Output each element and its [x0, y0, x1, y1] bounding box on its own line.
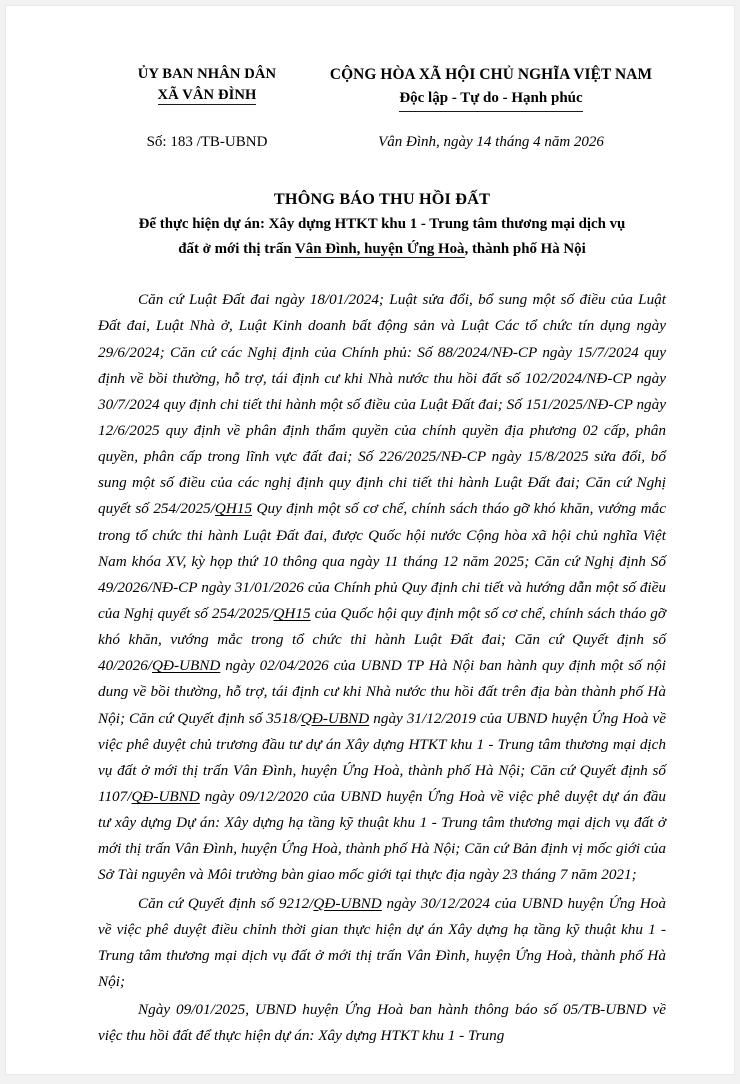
- document-page: [6, 6, 734, 1074]
- issuing-authority-commune: [158, 85, 257, 106]
- document-number: Số: 183 /TB-UBND: [146, 133, 268, 150]
- issuing-authority-name: ỦY BAN NHÂN DÂN: [137, 66, 277, 82]
- document-body: [98, 287, 666, 1049]
- country-name: CỘNG HÒA XÃ HỘI CHỦ NGHĨA VIỆT NAM: [329, 66, 653, 83]
- national-motto: Độc lập - Tự do - Hạnh phúc: [399, 87, 582, 112]
- national-heading-block: [316, 64, 666, 112]
- issuing-authority-commune-text: XÃ VÂN ĐÌNH: [157, 87, 257, 104]
- body-paragraph-legal-basis: Căn cứ Luật Đất đai ngày 18/01/2024; Luật sửa đổi, bổ sung một số điều của Luật Đất đai, Luật Nhà ở, Luật Kinh doanh bất động sản và Luật Các tổ chức tín dụng ngày 29/6/2024; Căn cứ các Nghị định của Chính phủ: Số 88/2024/NĐ-CP ngày 15/7/2024 quy định về bồi thường, hỗ trợ, tái định cư khi Nhà nước thu hồi đất số 102/2024/NĐ-CP ngày 30/7/2024 quy định chi tiết thi hành một số điều của Luật Đất đai; Số 151/2025/NĐ-CP ngày 12/6/2025 quy định về phân định thẩm quyền của chính quyền địa phương 02 cấp, phân quyền, phân cấp trong lĩnh vực đất đai; Số 226/2025/NĐ-CP ngày 15/8/2025 sửa đổi, bổ sung một số điều của các nghị định quy định chi tiết thi hành Luật Đất đai; Căn cứ Nghị quyết số 254/2025/QH15 Quy định một số cơ chế, chính sách tháo gỡ khó khăn, vướng mắc trong tổ chức thi hành Luật Đất đai, được Quốc hội nước Cộng hòa xã hội chủ nghĩa Việt Nam khóa XV, kỳ họp thứ 10 thông qua ngày 11 tháng 12 năm 2025; Căn cứ Nghị định Số 49/2026/NĐ-CP ngày 31/01/2026 của Chính phủ Quy định chi tiết và hướng dẫn một số điều của Nghị quyết số 254/2025/QH15 của Quốc hội quy định một số cơ chế, chính sách tháo gỡ khó khăn, vướng mắc trong tổ chức thi hành Luật Đất đai; Căn cứ Quyết định số 40/2026/QĐ-UBND ngày 02/04/2026 của UBND TP Hà Nội ban hành quy định một số nội dung về bồi thường, hỗ trợ, tái định cư khi Nhà nước thu hồi đất trên địa bàn thành phố Hà Nội; Căn cứ Quyết định số 3518/QĐ-UBND ngày 31/12/2019 của UBND huyện Ứng Hoà về việc phê duyệt chủ trương đầu tư dự án Xây dựng HTKT khu 1 - Trung tâm thương mại dịch vụ đất ở mới thị trấn Vân Đình, huyện Ứng Hoà, thành phố Hà Nội; Căn cứ Quyết định số 1107/QĐ-UBND ngày 09/12/2020 của UBND huyện Ứng Hoà về việc phê duyệt dự án đầu tư xây dựng Dự án: Xây dựng hạ tầng kỹ thuật khu 1 - Trung tâm thương mại dịch vụ đất ở mới thị trấn Vân Đình, huyện Ứng Hoà, thành phố Hà Nội; Căn cứ Bản định vị mốc giới của Sở Tài nguyên và Môi trường bàn giao mốc giới tại thực địa ngày 23 tháng 7 năm 2021;: [98, 291, 666, 884]
- document-title-block: [98, 187, 666, 261]
- document-subtitle-line-2: đất ở mới thị trấn Vân Đình, huyện Ứng Hoà, thành phố Hà Nội: [178, 241, 586, 258]
- body-paragraph-decision-9212: Căn cứ Quyết định số 9212/QĐ-UBND ngày 30/12/2024 của UBND huyện Ứng Hoà về việc phê duyệt điều chỉnh thời gian thực hiện dự án Xây dựng hạ tầng kỹ thuật khu 1 - Trung tâm thương mại dịch vụ đất ở mới thị trấn Vân Đình, huyện Ứng Hoà, thành phố Hà Nội;: [98, 894, 666, 990]
- document-content-area: [98, 6, 666, 1049]
- page-title: THÔNG BÁO THU HỒI ĐẤT: [273, 189, 491, 208]
- issuing-authority-block: [98, 64, 316, 106]
- document-subheader: [98, 134, 666, 151]
- place-and-date: Vân Đình, ngày 14 tháng 4 năm 2026: [378, 133, 604, 150]
- document-subtitle-line-1: Để thực hiện dự án: Xây dựng HTKT khu 1 - Trung tâm thương mại dịch vụ: [138, 216, 626, 233]
- document-header: [98, 64, 666, 112]
- body-paragraph-notice-05: Ngày 09/01/2025, UBND huyện Ứng Hoà ban hành thông báo số 05/TB-UBND về việc thu hồi đất để thực hiện dự án: Xây dựng HTKT khu 1 - Trung: [98, 1001, 666, 1045]
